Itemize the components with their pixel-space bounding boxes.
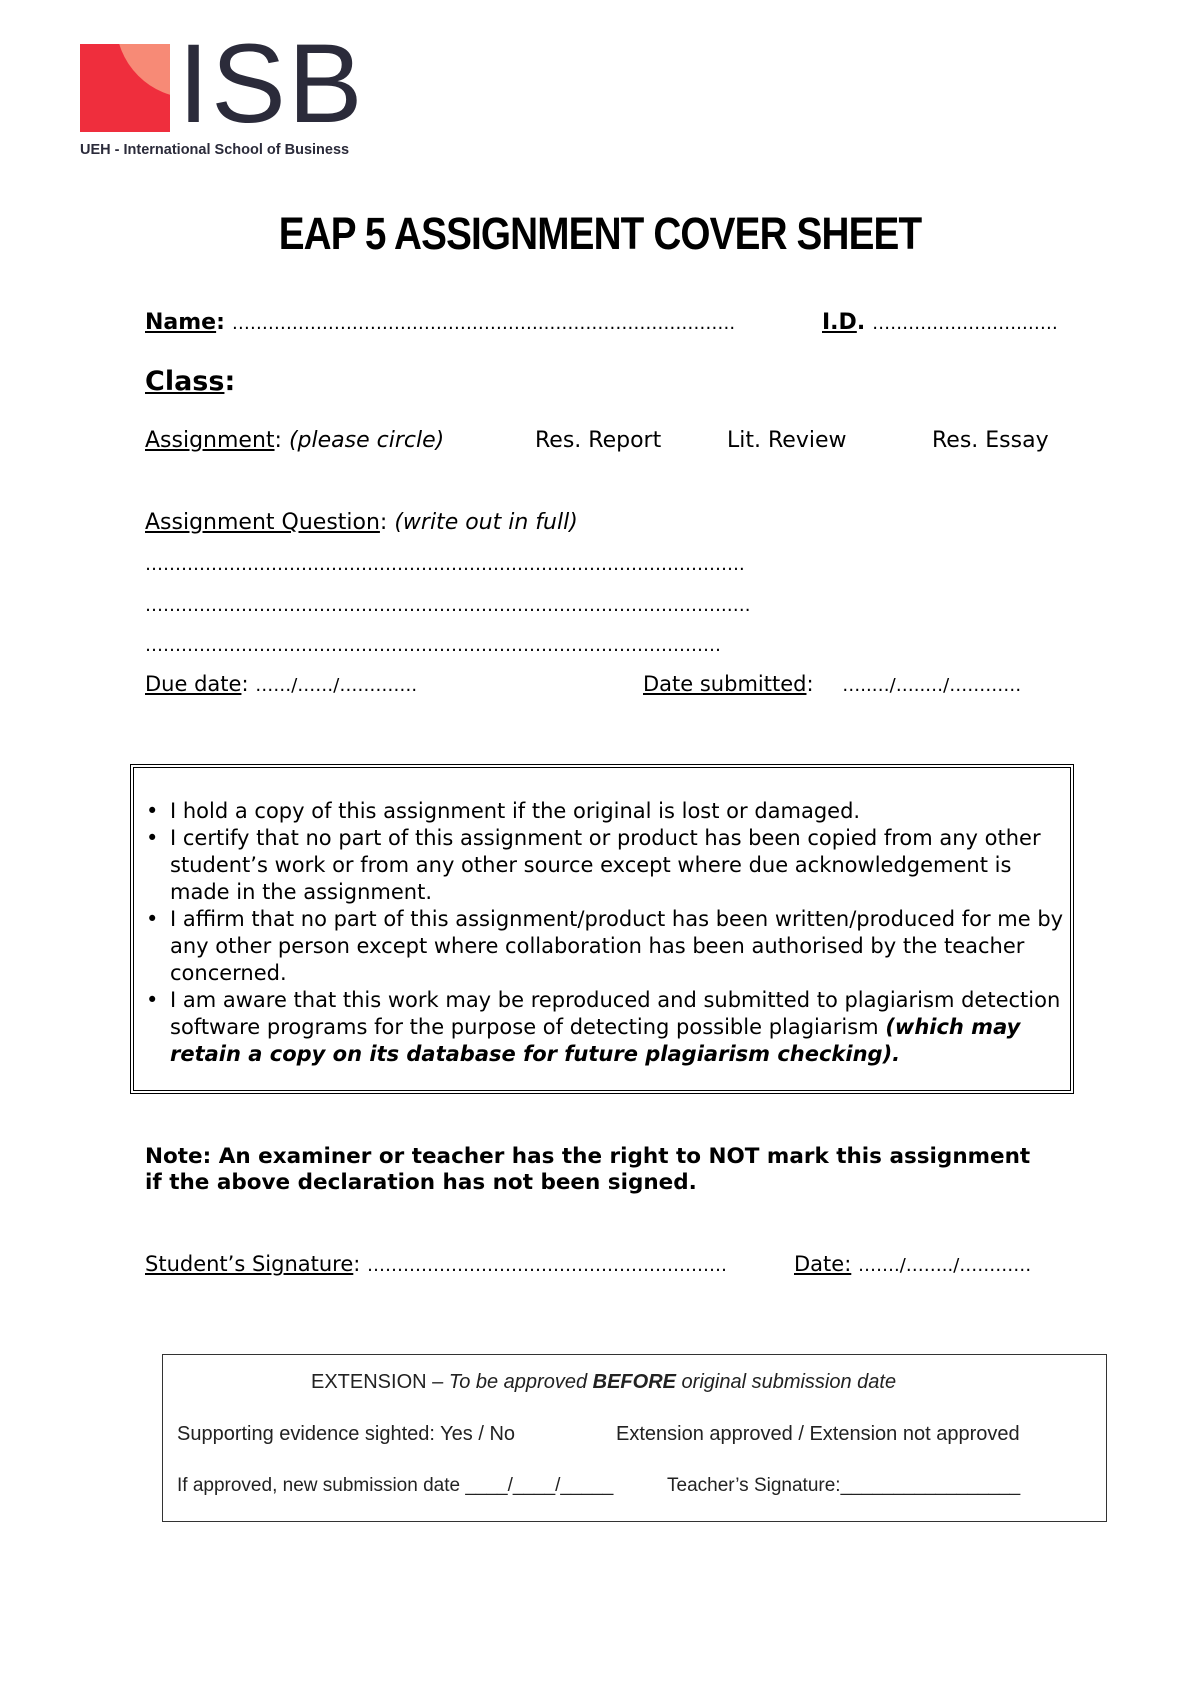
assignment-label: Assignment: [145, 428, 275, 453]
evidence-sighted[interactable]: Supporting evidence sighted: Yes / No: [177, 1423, 516, 1445]
option-lit-review[interactable]: Lit. Review: [727, 428, 847, 453]
bullet-icon: •: [146, 907, 159, 931]
question-hint: (write out in full): [394, 510, 578, 535]
teacher-signature[interactable]: Teacher’s Signature:_________________: [667, 1475, 1021, 1496]
date-submitted-field[interactable]: …..…/…..…/…………: [842, 675, 1022, 696]
assignment-row: Assignment: (please circle): [145, 428, 445, 453]
question-line-1[interactable]: ……………………………………………………………………………………….: [145, 554, 745, 575]
id-row: I.D. …………………….……: [822, 310, 1058, 335]
signature-date-row: [794, 1252, 1031, 1276]
due-date-label: Due date: [145, 672, 242, 696]
new-submission-date[interactable]: If approved, new submission date ____/____/_____: [177, 1475, 614, 1496]
declaration-item: • I am aware that this work may be reproduced and submitted to plagiarism detection software programs for the purpose of detecting possible plagiarism (which may retain a copy on its database for future plagiarism checking).: [146, 988, 1061, 1066]
isb-logo: [80, 21, 370, 164]
class-row: Class:: [145, 366, 236, 397]
signature-date-field[interactable]: ……./……../…………: [857, 1255, 1032, 1276]
question-line-2[interactable]: …………………………………………………………………………………….….: [145, 595, 751, 616]
date-submitted-label: Date submitted: [643, 672, 807, 696]
signature-date-label: Date:: [794, 1252, 852, 1276]
declaration-italic-note: (which may retain a copy on its database for future plagiarism checking).: [170, 1015, 1021, 1066]
logo-mark-icon: [80, 44, 170, 132]
logo-letters: ISB: [178, 21, 365, 146]
student-signature-label: Student’s Signature: [145, 1252, 354, 1276]
option-res-essay[interactable]: Res. Essay: [932, 428, 1049, 453]
question-row: Assignment Question: (write out in full): [145, 510, 578, 535]
name-field[interactable]: ……………………………………………..………………………….: [231, 313, 736, 334]
extension-box: [162, 1354, 1107, 1522]
extension-heading: EXTENSION – To be approved BEFORE original submission date: [311, 1371, 897, 1393]
extension-approval[interactable]: Extension approved / Extension not approved: [616, 1423, 1020, 1445]
assignment-hint: (please circle): [288, 428, 445, 453]
bullet-icon: •: [146, 799, 159, 823]
due-date-field[interactable]: ……/……/………….: [255, 675, 418, 696]
question-line-3[interactable]: ……………………………………………………………………………………: [145, 635, 721, 656]
class-label: Class: [145, 366, 225, 397]
page-title: EAP 5 ASSIGNMENT COVER SHEET: [278, 208, 922, 259]
note-line-2: if the above declaration has not been signed.: [145, 1170, 697, 1195]
declaration-item: • I affirm that no part of this assignment/product has been written/produced for me by any other person except where collaboration has been authorised by the teacher concerned.: [146, 907, 1064, 985]
declaration-item: • I certify that no part of this assignment or product has been copied from any other student’s work or from any other source except where due acknowledgement is made in the assignment.: [146, 826, 1041, 904]
date-submitted-row: Date submitted: …..…/…..…/…………: [643, 672, 1022, 696]
id-field[interactable]: …………………….……: [872, 313, 1058, 334]
bullet-icon: •: [146, 826, 159, 850]
name-row: Name: ……………………………………………..………………………….: [145, 310, 736, 335]
note-line-1: Note: An examiner or teacher has the right to NOT mark this assignment: [145, 1144, 1031, 1169]
question-label: Assignment Question: [145, 510, 380, 535]
name-label: Name: [145, 310, 217, 335]
due-date-row: Due date: ……/……/………….: [145, 672, 418, 696]
logo-subtitle: UEH - International School of Business: [80, 142, 350, 158]
student-signature-row: Student’s Signature: ……………………………………………………: [145, 1252, 728, 1276]
bullet-icon: •: [146, 988, 159, 1012]
declaration-list: [146, 798, 1066, 1068]
declaration-item: • I hold a copy of this assignment if the original is lost or damaged.: [146, 799, 861, 823]
option-res-report[interactable]: Res. Report: [535, 428, 662, 453]
id-label: I.D: [822, 310, 857, 335]
declaration-box: [130, 764, 1074, 1094]
student-signature-field[interactable]: ……………………………………………………: [367, 1255, 728, 1276]
